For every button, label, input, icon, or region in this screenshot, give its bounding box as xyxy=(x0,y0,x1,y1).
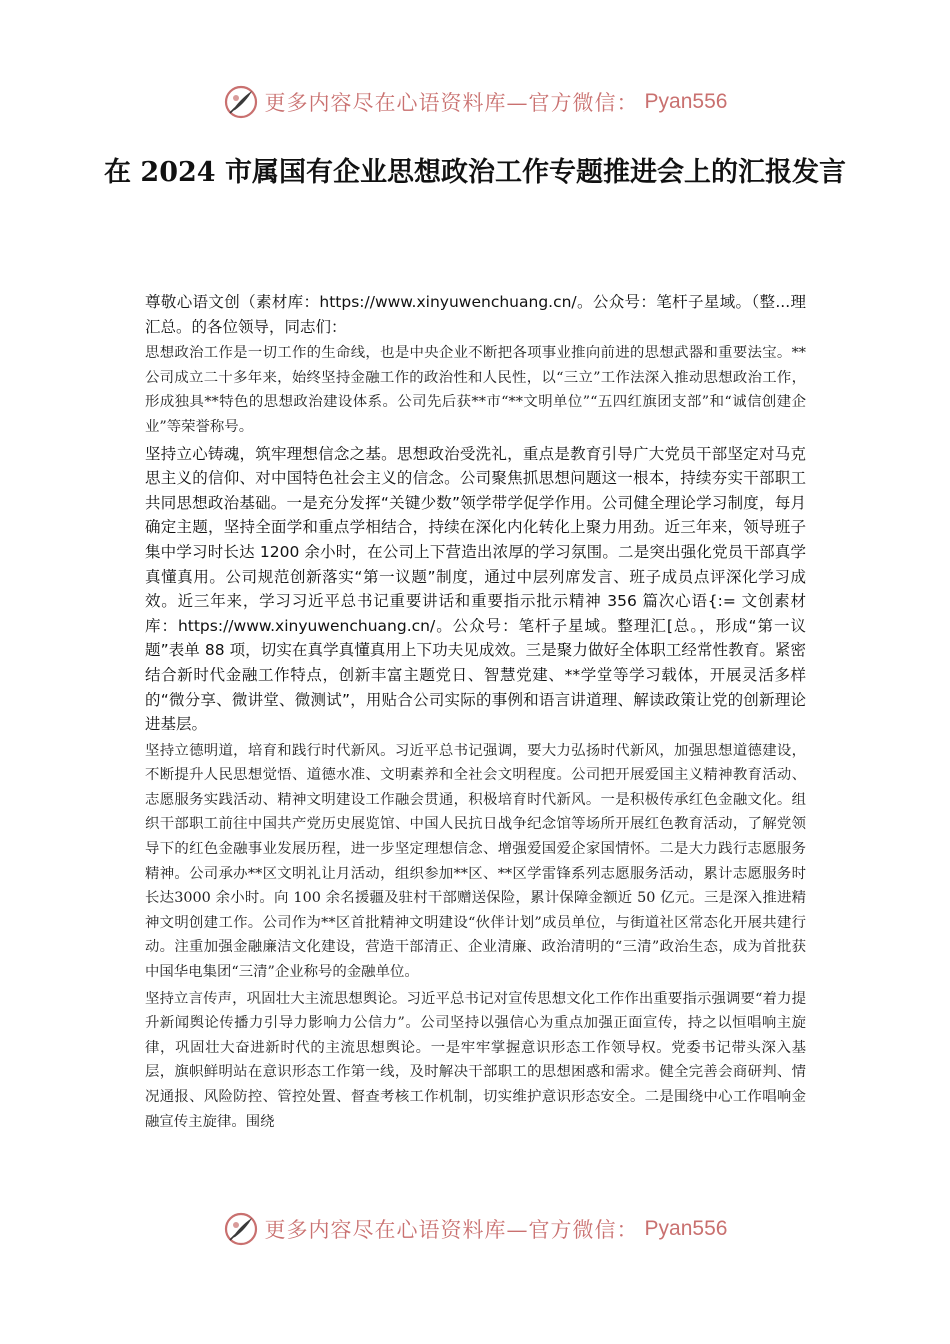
document-body xyxy=(145,290,806,1136)
section-paragraph-1: 坚持立心铸魂，筑牢理想信念之基。思想政治受洗礼，重点是教育引导广大党员干部坚定对马克思主义的信仰、对中国特色社会主义的信念。公司聚焦抓思想问题这一根本，持续夯实干部职工共同思想政治基础。一是充分发挥“关键少数”领学带学促学作用。公司健全理论学习制度，每月确定主题，坚持全面学和重点学相结合，持续在深化内化转化上聚力用劲。近三年来，领导班子集中学习时长达 1200 余小时，在公司上下营造出浓厚的学习氛围。二是突出强化党员干部真学真懂真用。公司规范创新落实“第一议题”制度，通过中层列席发言、班子成员点评深化学习成效。近三年来，学习习近平总书记重要讲话和重要指示批示精神 356 篇次心语{:= 文创素材库：https://www.xinyuwenchuang.cn/。公众号：笔杆子星域。整理汇[总。，形成“第一议题”表单 88 项，切实在真学真懂真用上下功夫见成效。三是聚力做好全体职工经常性教育。紧密结合新时代金融工作特点，创新丰富主题党日、智慧党建、**学堂等学习载体，开展灵活多样的“微分享、微讲堂、微测试”，用贴合公司实际的事例和语言讲道理、解读政策让党的创新理论进基层。 xyxy=(145,444,806,734)
section-paragraph-3: 坚持立言传声，巩固壮大主流思想舆论。习近平总书记对宣传思想文化工作作出重要指示强调要“着力提升新闻舆论传播力引导力影响力公信力”。公司坚持以强信心为重点加强正面宣传，持之以恒唱响主旋律，巩固壮大奋进新时代的主流思想舆论。一是牢牢掌握意识形态工作领导权。党委书记带头深入基层，旗帜鲜明站在意识形态工作第一线，及时解决干部职工的思想困惑和需求。健全完善会商研判、情况通报、风险防控、管控处置、督查考核工作机制，切实维护意识形态安全。二是围绕中心工作唱响金融宣传主旋律。围绕 xyxy=(145,990,806,1130)
intro-paragraph: 思想政治工作是一切工作的生命线，也是中央企业不断把各项事业推向前进的思想武器和重要法宝。**公司成立二十多年来，始终坚持金融工作的政治性和人民性，以“三立”工作法深入推动思想政治工作，形成独具**特色的思想政治建设体系。公司先后获**市“**文明单位”“五四红旗团支部”和“诚信创建企业”等荣誉称号。 xyxy=(145,345,806,435)
banner-wechat-id: Pyan556 xyxy=(644,90,728,113)
section-paragraph-2: 坚持立德明道，培育和践行时代新风。习近平总书记强调，要大力弘扬时代新风，加强思想道德建设，不断提升人民思想觉悟、道德水准、文明素养和全社会文明程度。公司把开展爱国主义精神教育活动、志愿服务实践活动、精神文明建设工作融会贯通，积极培育时代新风。一是积极传承红色金融文化。组织干部职工前往中国共产党历史展览馆、中国人民抗日战争纪念馆等场所开展红色教育活动，了解党领导下的红色金融事业发展历程，进一步坚定理想信念、增强爱国爱企家国情怀。二是大力践行志愿服务精神。公司承办**区文明礼让月活动，组织参加**区、**区学雷锋系列志愿服务活动，累计志愿服务时长达3000 余小时。向 100 余名援疆及驻村干部赠送保险，累计保障金额近 50 亿元。三是深入推进精神文明创建工作。公司作为**区首批精神文明建设“伙伴计划”成员单位，与街道社区常态化开展共建行动。注重加强金融廉洁文化建设，营造干部清正、企业清廉、政治清明的“三清”政治生态，成为首批获中国华电集团“三清”企业称号的金融单位。 xyxy=(145,742,806,981)
quill-logo-icon xyxy=(223,84,259,120)
footer-watermark-banner xyxy=(0,1207,950,1251)
quill-logo-icon xyxy=(223,1211,259,1247)
salutation-paragraph: 尊敬心语文创（素材库：https://www.xinyuwenchuang.cn/。公众号：笔杆子星域。（整...理汇总。的各位领导，同志们： xyxy=(145,293,806,336)
banner-text: 更多内容尽在心语资料库—官方微信： xyxy=(264,91,639,115)
banner-text: 更多内容尽在心语资料库—官方微信： xyxy=(264,1218,639,1242)
header-watermark-banner xyxy=(0,80,950,124)
document-title: 在 2024 市属国有企业思想政治工作专题推进会上的汇报发言 xyxy=(104,157,846,188)
banner-wechat-id: Pyan556 xyxy=(644,1217,728,1240)
